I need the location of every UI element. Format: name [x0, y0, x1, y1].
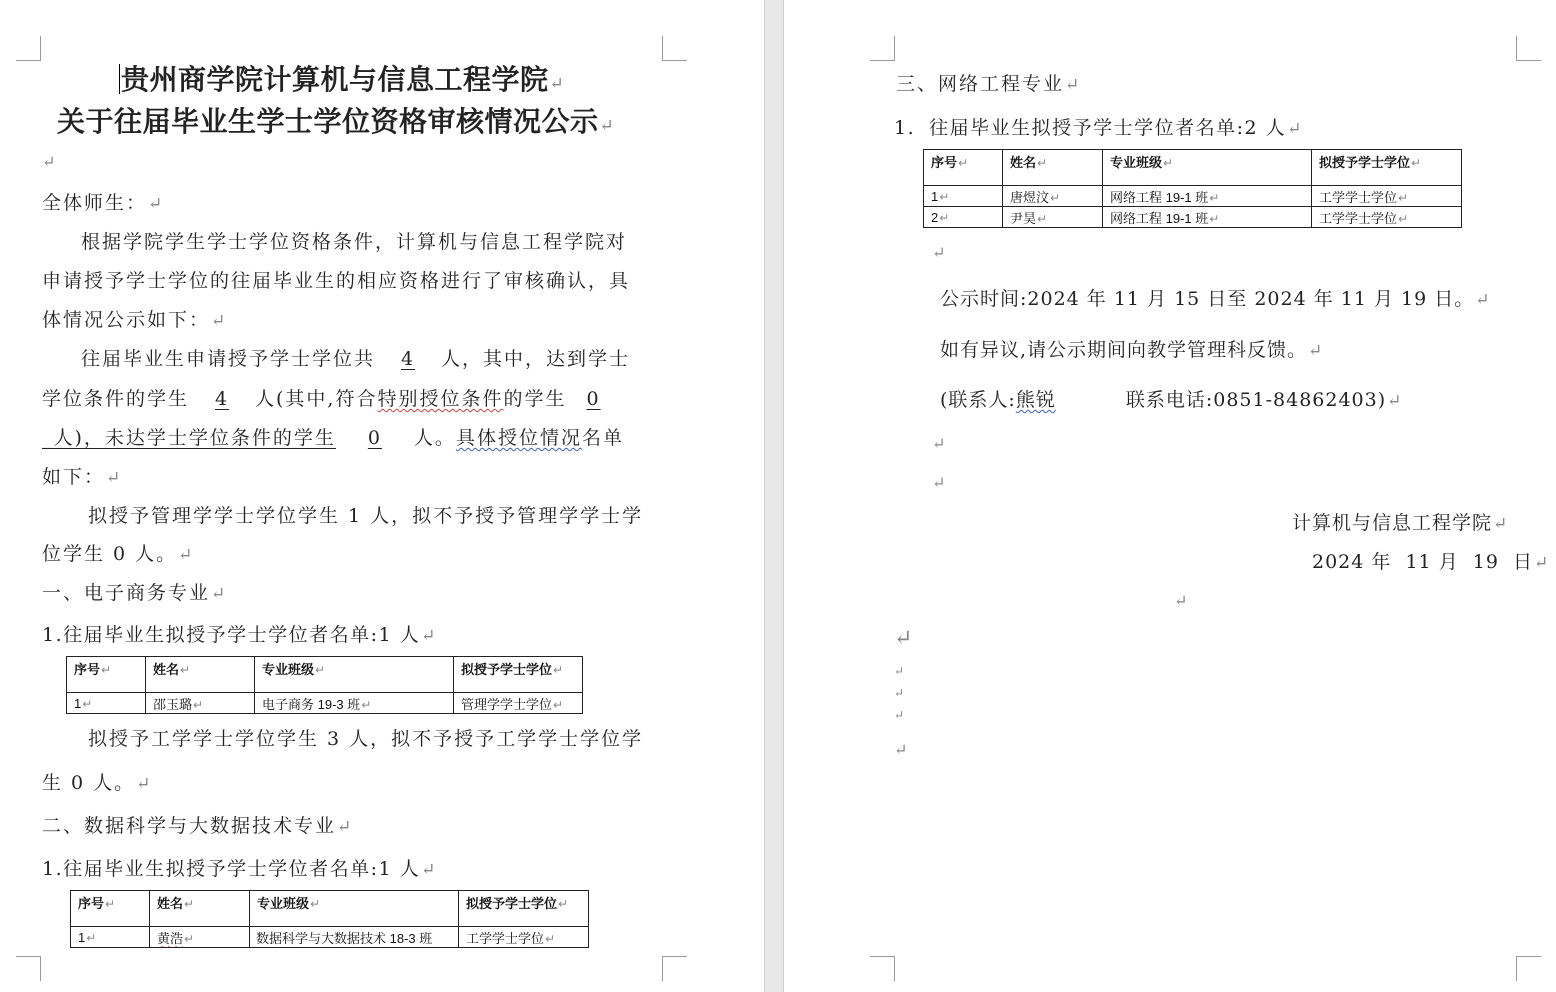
cell-degree[interactable]: 管理学学士学位↵	[454, 693, 583, 714]
page-gutter	[764, 0, 784, 992]
cell-class[interactable]: 网络工程 19-1 班↵	[1103, 207, 1312, 228]
cell-no[interactable]: 2↵	[924, 207, 1003, 228]
table-row[interactable]	[924, 186, 1462, 207]
para1-line2[interactable]: 申请授予学士学位的往届毕业生的相应资格进行了审核确认，具	[42, 270, 631, 292]
table-row[interactable]	[924, 207, 1462, 228]
empty-paragraph-mark: ↵	[932, 243, 946, 262]
crop-mark-top-right	[662, 36, 687, 61]
header-class: 专业班级↵	[250, 891, 459, 927]
section3-list-item[interactable]: 1. 往届毕业生拟授予学士学位者名单:2 人↵	[894, 117, 1302, 139]
section2-heading[interactable]: 二、数据科学与大数据技术专业↵	[42, 815, 352, 837]
empty-paragraph-mark: ↵	[894, 740, 908, 759]
document-page-right[interactable]	[784, 0, 1556, 992]
table-header-row	[924, 150, 1462, 186]
para1-line3[interactable]: 体情况公示如下：↵	[42, 309, 226, 331]
cell-degree[interactable]: 工学学士学位↵	[459, 927, 589, 948]
empty-paragraph-mark: ↵	[894, 664, 905, 678]
empty-paragraph-mark: ↵	[894, 708, 905, 722]
blank-qualified: 4	[214, 388, 230, 410]
para4-line1[interactable]: 拟授予工学学士学位学生 3 人，拟不予授予工学学士学位学	[88, 728, 644, 750]
contact-line[interactable]: (联系人:熊锐 联系电话:0851-84862403)↵	[940, 389, 1402, 411]
empty-paragraph-mark: ↵	[894, 686, 905, 700]
notice-time[interactable]: 公示时间:2024 年 11 月 15 日至 2024 年 11 月 19 日。↵	[940, 288, 1490, 310]
table-header-row	[67, 657, 583, 693]
header-no: 序号↵	[71, 891, 150, 927]
cell-degree[interactable]: 工学学士学位↵	[1312, 207, 1462, 228]
header-no: 序号↵	[67, 657, 146, 693]
cell-name[interactable]: 邵玉璐↵	[146, 693, 255, 714]
empty-paragraph-mark: ↵	[932, 473, 946, 492]
para2-line4[interactable]: 如下：↵	[42, 466, 121, 488]
table-datascience[interactable]	[70, 890, 589, 948]
header-name: 姓名↵	[146, 657, 255, 693]
para2-line3[interactable]: _人)，未达学士学位条件的学生 0 人。具体授位情况名单	[42, 427, 624, 449]
crop-mark-top-left	[16, 36, 41, 61]
table-row[interactable]	[71, 927, 589, 948]
header-class: 专业班级↵	[255, 657, 454, 693]
para2-line1[interactable]: 往届毕业生申请授予学士学位共 4 人，其中，达到学士	[81, 348, 631, 370]
cell-class[interactable]: 数据科学与大数据技术 18-3 班	[250, 927, 459, 948]
cell-class[interactable]: 电子商务 19-3 班↵	[255, 693, 454, 714]
table-row[interactable]	[67, 693, 583, 714]
cell-no[interactable]: 1↵	[71, 927, 150, 948]
cell-no[interactable]: 1↵	[67, 693, 146, 714]
table-header-row	[71, 891, 589, 927]
table-ecommerce[interactable]	[66, 656, 583, 714]
signature-date[interactable]: 2024 年 11 月 19 日↵	[1312, 551, 1549, 573]
crop-mark-bottom-left	[16, 956, 41, 981]
table-network[interactable]	[923, 149, 1462, 228]
header-name: 姓名↵	[150, 891, 250, 927]
document-title-line1[interactable]: 贵州商学院计算机与信息工程学院↵	[121, 63, 564, 96]
document-title-line2[interactable]: 关于往届毕业生学士学位资格审核情况公示↵	[57, 105, 614, 138]
signature-unit[interactable]: 计算机与信息工程学院↵	[1292, 512, 1508, 534]
objection-note[interactable]: 如有异议,请公示期间向教学管理科反馈。↵	[940, 339, 1323, 361]
crop-mark-top-right	[1516, 36, 1541, 61]
section1-heading[interactable]: 一、电子商务专业↵	[42, 582, 226, 604]
text-cursor	[119, 64, 120, 94]
blank-unqualified: 0	[367, 427, 382, 449]
blank-special: 0	[586, 388, 601, 410]
section1-list-item[interactable]: 1.往届毕业生拟授予学士学位者名单:1 人↵	[42, 624, 436, 646]
para4-line2[interactable]: 生 0 人。↵	[42, 772, 151, 794]
cell-name[interactable]: 黄浩↵	[150, 927, 250, 948]
cell-degree[interactable]: 工学学士学位↵	[1312, 186, 1462, 207]
empty-paragraph-mark: ↵	[1174, 591, 1188, 610]
empty-paragraph-mark: ↵	[42, 152, 56, 171]
document-page-left[interactable]	[0, 0, 764, 992]
para3-line2[interactable]: 位学生 0 人。↵	[42, 543, 193, 565]
crop-mark-top-left	[870, 36, 895, 61]
section3-heading[interactable]: 三、网络工程专业↵	[896, 73, 1080, 95]
blank-applicants: 4	[400, 348, 416, 370]
header-name: 姓名↵	[1003, 150, 1103, 186]
para3-line1[interactable]: 拟授予管理学学士学位学生 1 人，拟不予授予管理学学士学	[88, 505, 644, 527]
cell-class[interactable]: 网络工程 19-1 班↵	[1103, 186, 1312, 207]
empty-paragraph-mark: ↵	[894, 626, 913, 651]
cell-no[interactable]: 1↵	[924, 186, 1003, 207]
header-degree: 拟授予学士学位↵	[454, 657, 583, 693]
cell-name[interactable]: 尹昊↵	[1003, 207, 1103, 228]
contact-name: 熊锐	[1015, 389, 1056, 411]
header-class: 专业班级↵	[1103, 150, 1312, 186]
crop-mark-bottom-right	[662, 956, 687, 981]
crop-mark-bottom-left	[870, 956, 895, 981]
cell-name[interactable]: 唐煜汶↵	[1003, 186, 1103, 207]
header-degree: 拟授予学士学位↵	[1312, 150, 1462, 186]
salutation[interactable]: 全体师生：↵	[42, 192, 163, 214]
header-no: 序号↵	[924, 150, 1003, 186]
para2-line2[interactable]: 学位条件的学生 4 人(其中,符合特别授位条件的学生 0	[42, 388, 621, 410]
empty-paragraph-mark: ↵	[932, 434, 946, 453]
crop-mark-bottom-right	[1516, 956, 1541, 981]
section2-list-item[interactable]: 1.往届毕业生拟授予学士学位者名单:1 人↵	[42, 858, 436, 880]
para1-line1[interactable]: 根据学院学生学士学位资格条件，计算机与信息工程学院对	[81, 231, 628, 253]
header-degree: 拟授予学士学位↵	[459, 891, 589, 927]
